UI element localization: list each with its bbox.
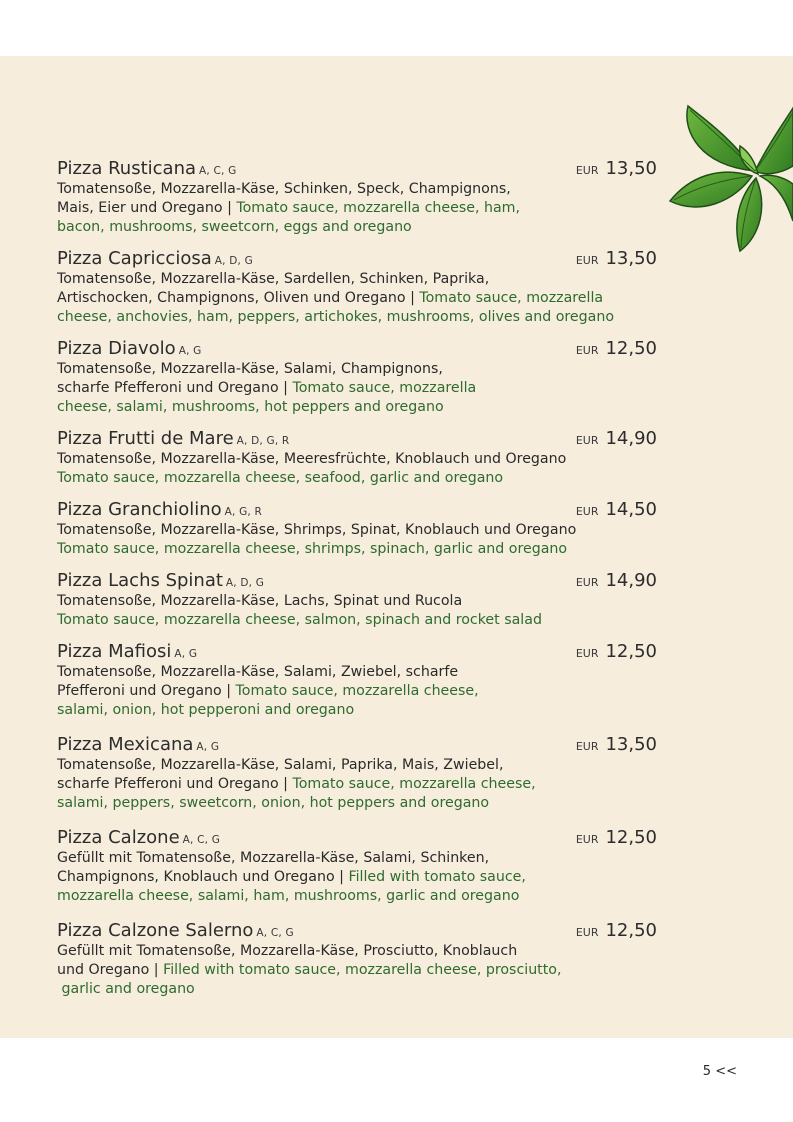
description-line	[57, 682, 657, 701]
german-description: Tomatensoße, Mozzarella-Käse, Salami, Champignons,	[57, 361, 443, 377]
item-name: Pizza Granchiolino	[57, 499, 222, 520]
description-line	[57, 360, 657, 379]
english-description: cheese, anchovies, ham, peppers, artichokes, mushrooms, olives and oregano	[57, 309, 615, 325]
currency-label: EUR	[575, 833, 599, 846]
english-description: Tomato sauce, mozzarella cheese,	[235, 683, 479, 699]
german-description: und Oregano |	[57, 962, 164, 978]
item-name: Pizza Capricciosa	[57, 248, 212, 269]
menu-item	[57, 570, 657, 630]
description-line	[57, 701, 657, 720]
allergen-codes: A, D, G	[225, 577, 265, 589]
english-description: Tomato sauce, mozzarella cheese, ham,	[236, 200, 521, 216]
item-name: Pizza Lachs Spinat	[57, 570, 223, 591]
menu-item	[57, 499, 657, 559]
item-price	[576, 158, 657, 179]
menu-item	[57, 827, 657, 906]
menu-item	[57, 734, 657, 813]
price-amount: 12,50	[605, 827, 657, 848]
price-amount: 12,50	[605, 338, 657, 359]
price-amount: 14,50	[605, 499, 657, 520]
item-price	[576, 734, 657, 755]
allergen-codes: A, G, R	[224, 506, 263, 518]
menu-item	[57, 248, 657, 327]
allergen-codes: A, C, G	[199, 165, 237, 177]
description-line	[57, 611, 657, 630]
description-line	[57, 794, 657, 813]
basil-leaves-icon	[660, 96, 793, 256]
english-description: Tomato sauce, mozzarella cheese,	[292, 776, 536, 792]
item-description	[57, 521, 657, 559]
allergen-codes: A, G	[196, 741, 220, 753]
description-line	[57, 398, 657, 417]
description-line	[57, 270, 657, 289]
item-price	[576, 428, 657, 449]
english-description: Filled with tomato sauce,	[348, 869, 526, 885]
english-description: Filled with tomato sauce, mozzarella cheese, prosciutto,	[163, 962, 562, 978]
german-description: Gefüllt mit Tomatensoße, Mozzarella-Käse, Salami, Schinken,	[57, 850, 490, 866]
menu-item	[57, 428, 657, 488]
menu-item-header	[57, 248, 657, 270]
english-description: Tomato sauce, mozzarella cheese, salmon, spinach and rocket salad	[57, 612, 542, 628]
description-line	[57, 379, 657, 398]
currency-label: EUR	[575, 576, 599, 589]
menu-item-header	[57, 920, 657, 942]
description-line	[57, 756, 657, 775]
menu-item-header	[57, 641, 657, 663]
allergen-codes: A, G	[174, 648, 198, 660]
item-price	[576, 248, 657, 269]
price-amount: 14,90	[605, 570, 657, 591]
currency-label: EUR	[575, 164, 599, 177]
english-description: salami, peppers, sweetcorn, onion, hot peppers and oregano	[57, 795, 490, 811]
price-amount: 12,50	[605, 641, 657, 662]
description-line	[57, 450, 657, 469]
german-description: Tomatensoße, Mozzarella-Käse, Lachs, Spinat und Rucola	[57, 593, 463, 609]
description-line	[57, 199, 657, 218]
price-amount: 13,50	[605, 734, 657, 755]
description-line	[57, 887, 657, 906]
english-description: bacon, mushrooms, sweetcorn, eggs and oregano	[57, 219, 412, 235]
item-description	[57, 756, 657, 813]
menu-item-header	[57, 158, 657, 180]
item-description	[57, 592, 657, 630]
english-description: Tomato sauce, mozzarella	[292, 380, 477, 396]
item-price	[576, 338, 657, 359]
allergen-codes: A, C, G	[182, 834, 221, 846]
english-description: cheese, salami, mushrooms, hot peppers and oregano	[57, 399, 444, 415]
english-description: salami, onion, hot pepperoni and oregano	[57, 702, 355, 718]
description-line	[57, 980, 657, 999]
item-name: Pizza Mafiosi	[57, 641, 172, 662]
currency-label: EUR	[575, 740, 599, 753]
description-line	[57, 663, 657, 682]
english-description: Tomato sauce, mozzarella cheese, shrimps, spinach, garlic and oregano	[57, 541, 568, 557]
german-description: Tomatensoße, Mozzarella-Käse, Meeresfrüchte, Knoblauch und Oregano	[57, 451, 567, 467]
english-description: Tomato sauce, mozzarella	[419, 290, 604, 306]
description-line	[57, 180, 657, 199]
german-description: Tomatensoße, Mozzarella-Käse, Schinken, Speck, Champignons,	[57, 181, 511, 197]
menu-item-header	[57, 827, 657, 849]
price-amount: 13,50	[605, 158, 657, 179]
currency-label: EUR	[575, 647, 599, 660]
item-price	[576, 827, 657, 848]
page-number: 5 <<	[702, 1064, 737, 1079]
description-line	[57, 469, 657, 488]
item-description	[57, 360, 657, 417]
item-name: Pizza Calzone	[57, 827, 180, 848]
german-description: Tomatensoße, Mozzarella-Käse, Sardellen, Schinken, Paprika,	[57, 271, 490, 287]
item-description	[57, 180, 657, 237]
description-line	[57, 961, 657, 980]
german-description: Tomatensoße, Mozzarella-Käse, Salami, Paprika, Mais, Zwiebel,	[57, 757, 504, 773]
description-line	[57, 308, 657, 327]
item-description	[57, 663, 657, 720]
item-name: Pizza Frutti de Mare	[57, 428, 234, 449]
item-name: Pizza Diavolo	[57, 338, 176, 359]
item-price	[576, 920, 657, 941]
german-description: Tomatensoße, Mozzarella-Käse, Salami, Zwiebel, scharfe	[57, 664, 459, 680]
price-amount: 13,50	[605, 248, 657, 269]
german-description: scharfe Pfefferoni und Oregano |	[57, 776, 293, 792]
allergen-codes: A, G	[178, 345, 202, 357]
description-line	[57, 521, 657, 540]
currency-label: EUR	[575, 254, 599, 267]
menu-item-header	[57, 428, 657, 450]
allergen-codes: A, D, G	[214, 255, 253, 267]
item-description	[57, 450, 657, 488]
item-name: Pizza Mexicana	[57, 734, 194, 755]
english-description: garlic and oregano	[57, 981, 195, 997]
item-price	[576, 570, 657, 591]
description-line	[57, 540, 657, 559]
item-price	[576, 499, 657, 520]
menu-item	[57, 338, 657, 417]
description-line	[57, 942, 657, 961]
german-description: scharfe Pfefferoni und Oregano |	[57, 380, 293, 396]
currency-label: EUR	[575, 926, 599, 939]
menu-item	[57, 641, 657, 720]
menu-item-header	[57, 338, 657, 360]
english-description: mozzarella cheese, salami, ham, mushrooms, garlic and oregano	[57, 888, 520, 904]
price-amount: 12,50	[605, 920, 657, 941]
german-description: Pfefferoni und Oregano |	[57, 683, 236, 699]
description-line	[57, 849, 657, 868]
allergen-codes: A, D, G, R	[236, 435, 290, 447]
menu-item-header	[57, 570, 657, 592]
german-description: Artischocken, Champignons, Oliven und Oregano |	[57, 290, 420, 306]
description-line	[57, 289, 657, 308]
menu-item	[57, 920, 657, 999]
allergen-codes: A, C, G	[256, 927, 294, 939]
german-description: Champignons, Knoblauch und Oregano |	[57, 869, 349, 885]
item-description	[57, 270, 657, 327]
currency-label: EUR	[575, 434, 599, 447]
description-line	[57, 868, 657, 887]
description-line	[57, 592, 657, 611]
item-price	[576, 641, 657, 662]
german-description: Tomatensoße, Mozzarella-Käse, Shrimps, Spinat, Knoblauch und Oregano	[57, 522, 577, 538]
item-description	[57, 942, 657, 999]
german-description: Gefüllt mit Tomatensoße, Mozzarella-Käse, Prosciutto, Knoblauch	[57, 943, 518, 959]
currency-label: EUR	[575, 344, 599, 357]
item-name: Pizza Calzone Salerno	[57, 920, 254, 941]
menu-item	[57, 158, 657, 237]
menu-item-header	[57, 499, 657, 521]
item-name: Pizza Rusticana	[57, 158, 197, 179]
english-description: Tomato sauce, mozzarella cheese, seafood, garlic and oregano	[57, 470, 504, 486]
item-description	[57, 849, 657, 906]
description-line	[57, 218, 657, 237]
description-line	[57, 775, 657, 794]
menu-item-header	[57, 734, 657, 756]
german-description: Mais, Eier und Oregano |	[57, 200, 237, 216]
currency-label: EUR	[575, 505, 599, 518]
price-amount: 14,90	[605, 428, 657, 449]
